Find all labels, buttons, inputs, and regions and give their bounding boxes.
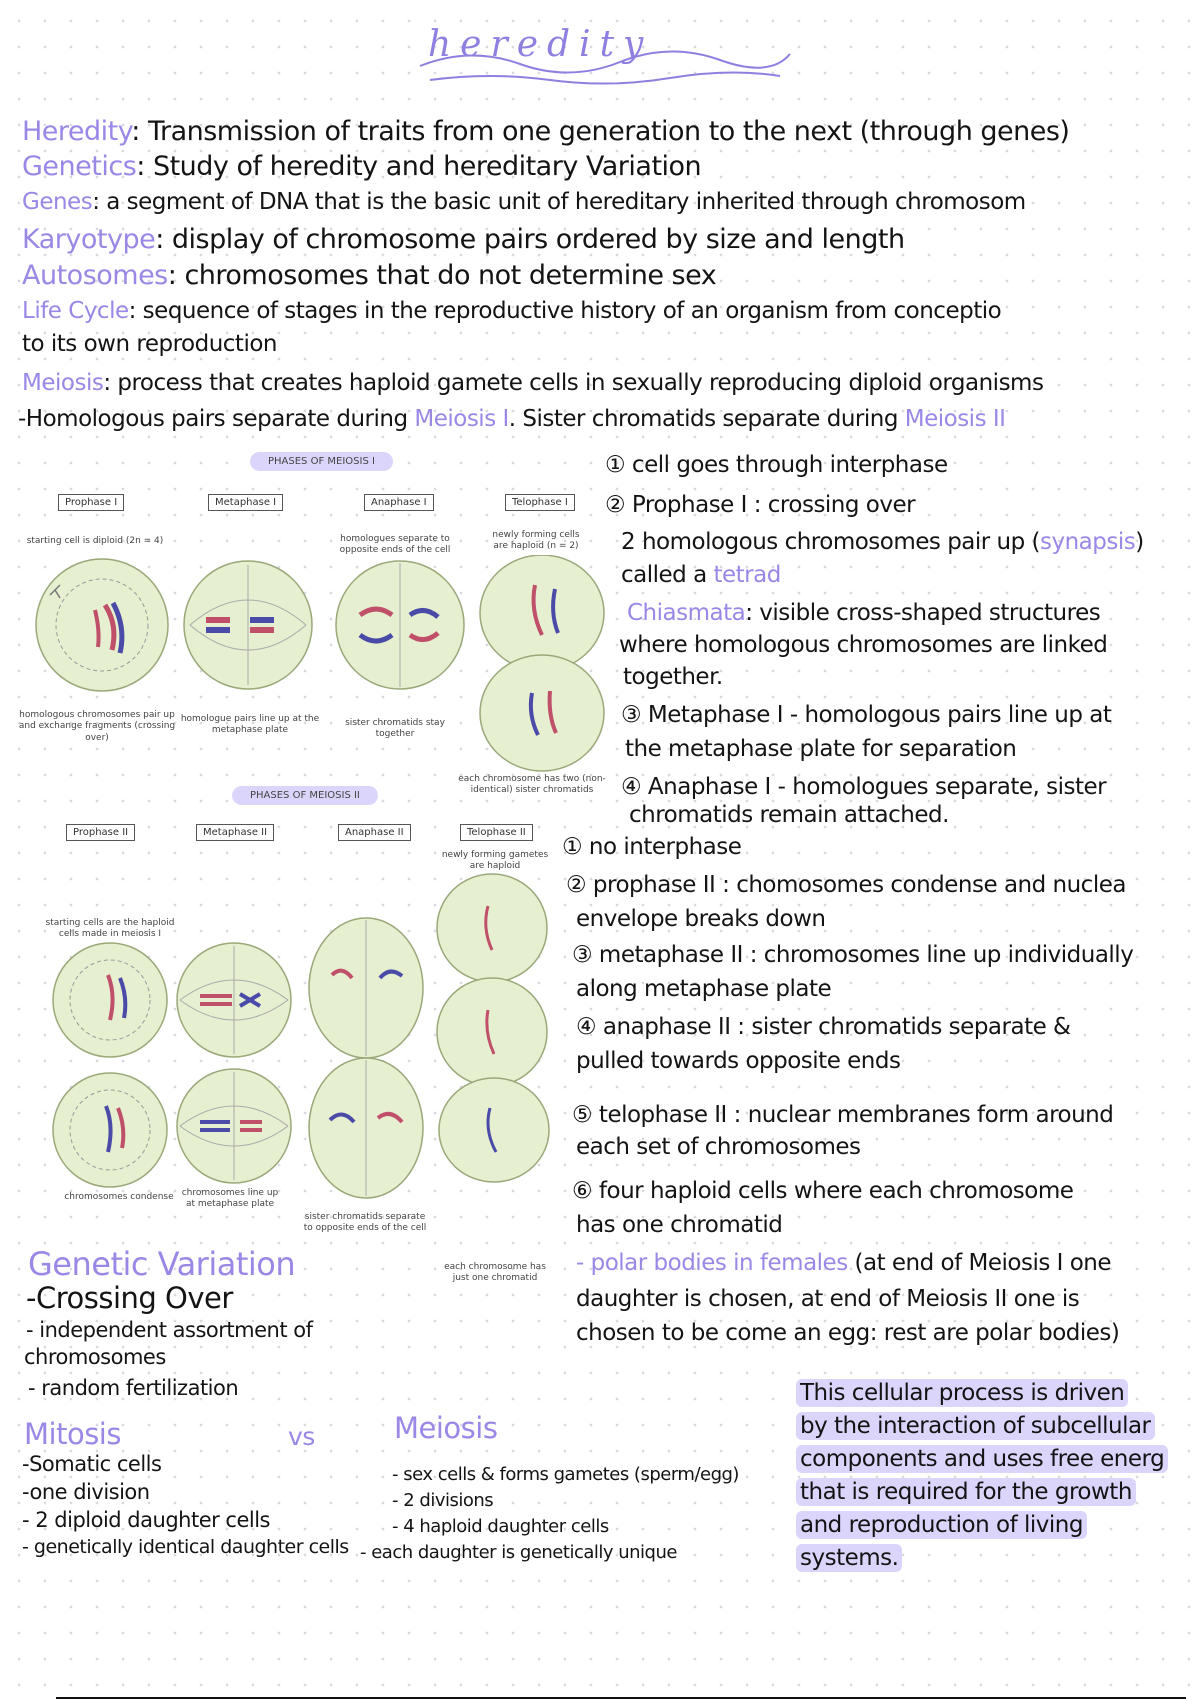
m1-step: ① cell goes through interphase (605, 452, 948, 478)
m2-step: ③ metaphase II : chromosomes line up individually (572, 942, 1134, 968)
definition-life-cycle: Life Cycle: sequence of stages in the reproductive history of an organism from conceptio (22, 298, 1002, 324)
metaphase-1-label: Metaphase I (208, 494, 283, 511)
definition-heredity: Heredity: Transmission of traits from one generation to the next (through genes) (22, 116, 1070, 147)
m2-step: along metaphase plate (576, 976, 832, 1002)
m2-step: each set of chromosomes (576, 1134, 861, 1160)
m1-step: ② Prophase I : crossing over (605, 492, 916, 518)
meiosis-item: - sex cells & forms gametes (sperm/egg) (392, 1464, 739, 1485)
definition-genetics: Genetics: Study of heredity and hereditary Variation (22, 151, 702, 182)
m2-step: ⑤ telophase II : nuclear membranes form around (572, 1102, 1114, 1128)
highlight-note-line: components and uses free energ (796, 1445, 1168, 1473)
annot-one-chromatid: each chromosome has just one chromatid (444, 1262, 546, 1284)
genetic-variation-title: Genetic Variation (28, 1245, 296, 1283)
definition-life-cycle-cont: to its own reproduction (22, 331, 277, 357)
prophase-2-cell-top (53, 943, 167, 1057)
polar-bodies-line-2: daughter is chosen, at end of Meiosis II one is (576, 1286, 1080, 1312)
annot-start-diploid: starting cell is diploid (2n = 4) (26, 536, 164, 546)
telophase-2-cells-bottom (439, 1078, 549, 1182)
meiosis-1-pill: PHASES OF MEIOSIS I (250, 452, 393, 471)
highlight-note-line: systems. (796, 1544, 902, 1572)
prophase-1-cell (36, 559, 168, 691)
meiosis-heading: Meiosis (394, 1411, 498, 1445)
highlight-note-line: by the interaction of subcellular (796, 1412, 1155, 1440)
annot-chromosomes-condense: chromosomes condense (64, 1192, 174, 1202)
anaphase-2-label: Anaphase II (338, 824, 411, 841)
anaphase-1-cell (336, 561, 464, 689)
variation-item: - random fertilization (28, 1376, 239, 1400)
annot-homologue-line: homologue pairs line up at the metaphase plate (180, 714, 320, 736)
telophase-2-label: Telophase II (460, 824, 533, 841)
vs-label: vs (288, 1422, 315, 1451)
title-underline-scribble (410, 36, 800, 86)
page-bottom-rule (56, 1697, 1186, 1699)
meiosis-1-diagram (10, 555, 610, 785)
metaphase-2-cell-top (177, 943, 291, 1057)
anaphase-2-cell-top (309, 918, 423, 1058)
m1-step: 2 homologous chromosomes pair up (synapsis) (621, 529, 1144, 555)
annot-line-up-plate: chromosomes line up at metaphase plate (181, 1188, 279, 1210)
metaphase-2-label: Metaphase II (196, 824, 274, 841)
definition-autosomes: Autosomes: chromosomes that do not determine sex (22, 260, 717, 291)
telophase-1-label: Telophase I (505, 494, 575, 511)
anaphase-2-cell-bottom (309, 1058, 423, 1198)
highlight-note-line: This cellular process is driven (796, 1379, 1128, 1407)
annot-gametes-haploid: newly forming gametes are haploid (441, 850, 549, 872)
annot-sister-separate: sister chromatids separate to opposite ends of the cell (303, 1212, 427, 1234)
meiosis-2-pill: PHASES OF MEIOSIS II (232, 786, 378, 805)
annot-two-chromatids: each chromosome has two (non-identical) sister chromatids (458, 774, 606, 796)
prophase-1-label: Prophase I (58, 494, 124, 511)
m1-step: ④ Anaphase I - homologues separate, sister (621, 774, 1107, 800)
m2-step: ④ anaphase II : sister chromatids separate & (576, 1014, 1071, 1040)
m1-step: the metaphase plate for separation (625, 736, 1017, 762)
metaphase-1-cell (184, 561, 312, 689)
definition-karyotype: Karyotype: display of chromosome pairs ordered by size and length (22, 224, 905, 255)
m1-step: Chiasmata: visible cross-shaped structures (627, 600, 1101, 626)
mitosis-item: - 2 diploid daughter cells (22, 1508, 270, 1532)
mitosis-item: - genetically identical daughter cells (22, 1536, 349, 1558)
m2-step: pulled towards opposite ends (576, 1048, 901, 1074)
mitosis-item: -one division (22, 1480, 150, 1504)
variation-item: -Crossing Over (26, 1281, 233, 1315)
meiosis-item: - 2 divisions (392, 1490, 494, 1511)
meiosis-2-diagram (40, 870, 600, 1230)
prophase-2-cell-bottom (53, 1073, 167, 1187)
definition-genes: Genes: a segment of DNA that is the basic unit of hereditary inherited through chromosom (22, 189, 1026, 215)
mitosis-heading: Mitosis (24, 1417, 121, 1451)
m2-step: ⑥ four haploid cells where each chromosome (572, 1178, 1074, 1204)
m1-step: ③ Metaphase I - homologous pairs line up at (621, 702, 1112, 728)
annot-haploid: newly forming cells are haploid (n = 2) (492, 530, 580, 552)
anaphase-1-label: Anaphase I (364, 494, 434, 511)
highlight-note-line: that is required for the growth (796, 1478, 1136, 1506)
polar-bodies-line-1: - polar bodies in females (at end of Meiosis I one (576, 1250, 1112, 1276)
annot-homologues-separate: homologues separate to opposite ends of the cell (339, 534, 451, 556)
m1-step: called a tetrad (621, 562, 781, 588)
page-title: heredity (428, 24, 653, 65)
metaphase-2-cell-bottom (177, 1069, 291, 1183)
meiosis-item: - 4 haploid daughter cells (392, 1516, 609, 1537)
meiosis-item: - each daughter is genetically unique (360, 1542, 677, 1563)
m2-step: ① no interphase (562, 834, 742, 860)
m1-step: chromatids remain attached. (629, 802, 949, 828)
variation-item: chromosomes (24, 1345, 166, 1369)
annot-start-haploid: starting cells are the haploid cells made in meiosis I (45, 918, 175, 940)
annot-crossing-over: homologous chromosomes pair up and exchange fragments (crossing over) (18, 710, 176, 743)
telophase-2-cells-top (437, 874, 547, 1086)
m2-step: has one chromatid (576, 1212, 783, 1238)
prophase-2-label: Prophase II (66, 824, 135, 841)
m2-step: ② prophase II : chomosomes condense and nuclea (566, 872, 1126, 898)
polar-bodies-line-3: chosen to be come an egg: rest are polar bodies) (576, 1320, 1120, 1346)
telophase-1-cells (480, 555, 604, 771)
m1-step: together. (623, 664, 723, 690)
definition-meiosis: Meiosis: process that creates haploid gamete cells in sexually reproducing diploid organisms (22, 370, 1044, 396)
m1-step: where homologous chromosomes are linked (619, 632, 1108, 658)
mitosis-item: -Somatic cells (22, 1452, 162, 1476)
variation-item: - independent assortment of (26, 1318, 313, 1342)
highlight-note-line: and reproduction of living (796, 1511, 1087, 1539)
m2-step: envelope breaks down (576, 906, 826, 932)
annot-sister-together: sister chromatids stay together (345, 718, 445, 740)
homologous-separation-line: -Homologous pairs separate during Meiosis I. Sister chromatids separate during Meiosis II (18, 406, 1006, 432)
